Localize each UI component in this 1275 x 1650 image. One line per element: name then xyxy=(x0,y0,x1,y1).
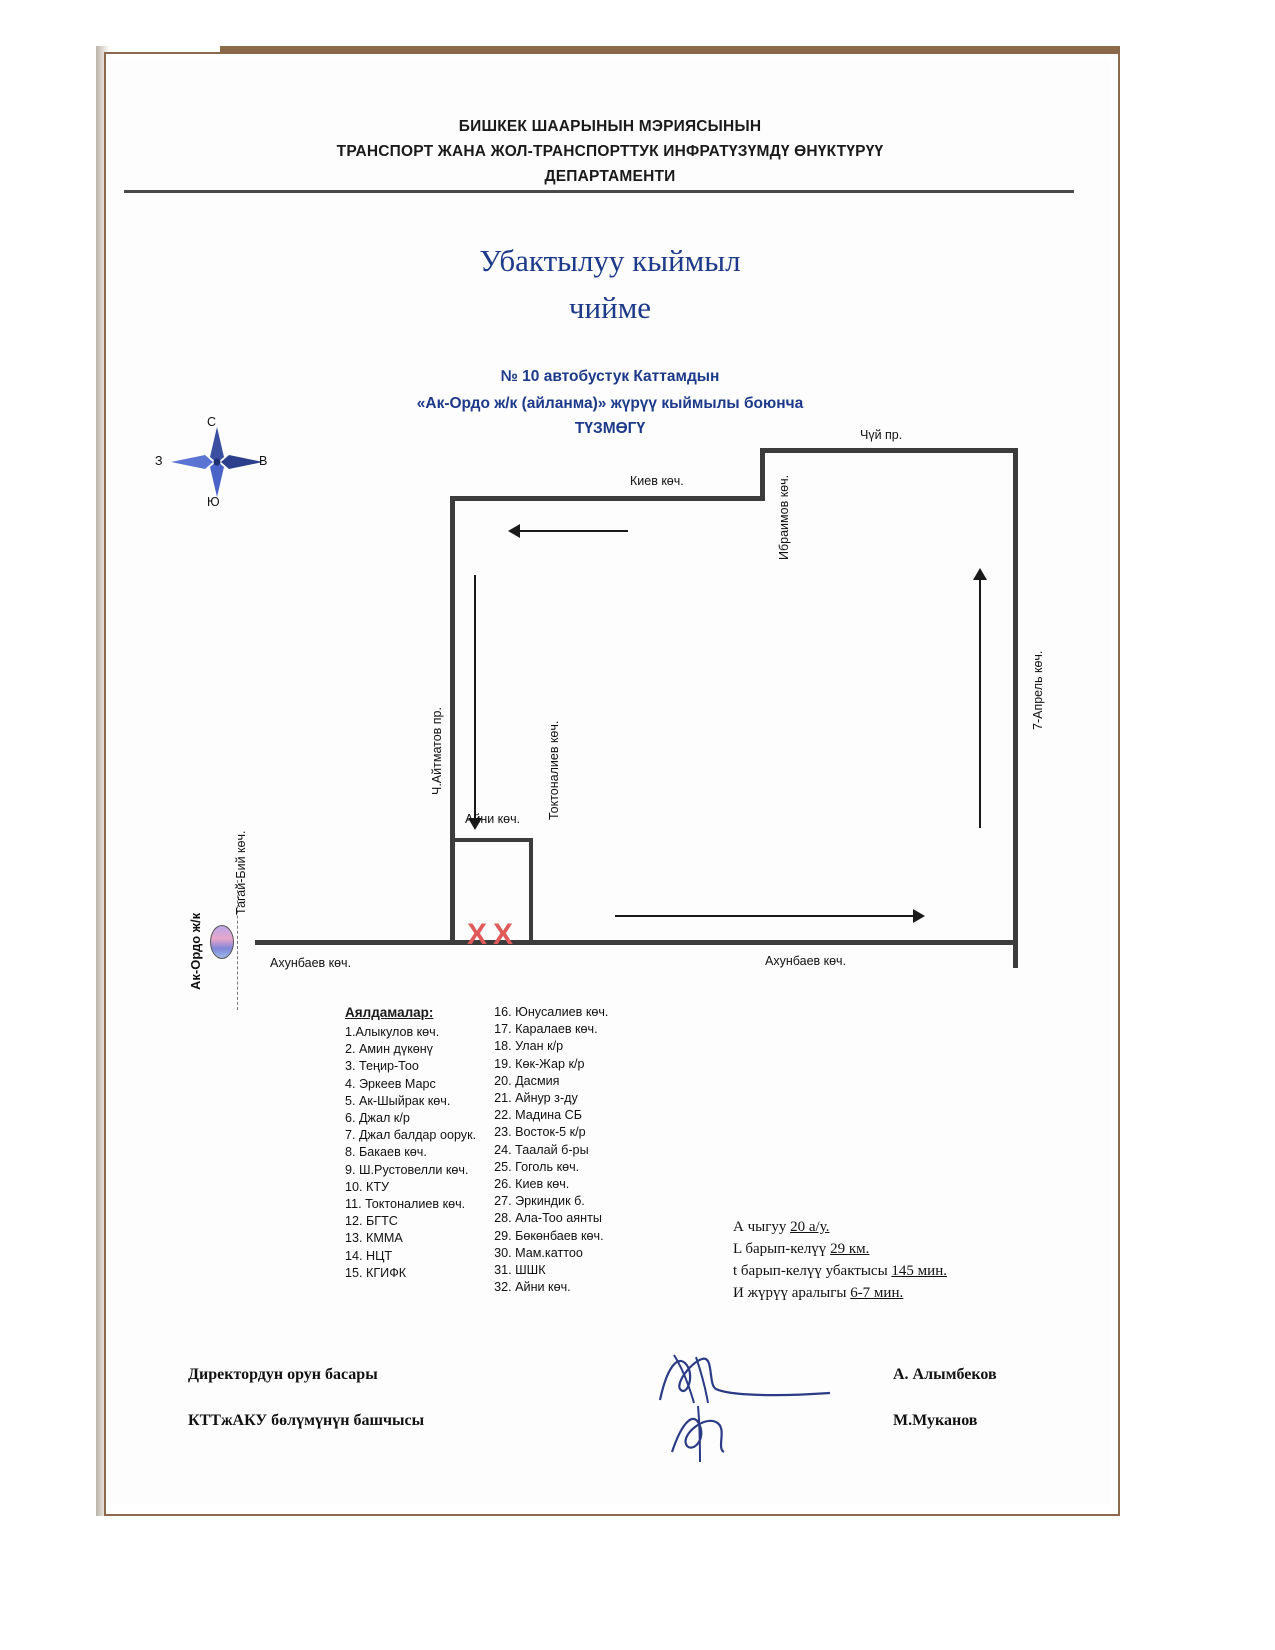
compass-label-west: З xyxy=(155,454,163,468)
list-item: 1.Алыкулов көч. xyxy=(345,1025,440,1039)
list-item: 23. Восток-5 к/р xyxy=(494,1125,586,1140)
road-label-ahunbaev-east: Ахунбаев көч. xyxy=(765,954,847,968)
road-label-7aprel: 7-Апрель көч. xyxy=(1031,650,1045,730)
direction-arrow-ahunbaev-line xyxy=(615,915,915,917)
stops-list-title: Аялдамалар: xyxy=(345,1005,434,1020)
route-segment-ibraimov xyxy=(760,448,765,498)
road-label-chuy: Чүй пр. xyxy=(860,428,903,442)
terminus-label: Ак-Ордо ж/к xyxy=(188,912,203,990)
road-label-aitmatov: Ч.Айтматов пр. xyxy=(430,707,444,795)
list-item: 31. ШШК xyxy=(494,1263,546,1278)
road-label-tagaibiy: Тагай-Бий көч. xyxy=(234,830,248,915)
direction-arrow-kiev-line xyxy=(518,530,628,532)
list-item: 21. Айнур з-ду xyxy=(494,1091,578,1106)
route-segment-chuy xyxy=(760,448,1018,453)
route-segment-kiev xyxy=(450,496,765,501)
compass-label-north: С xyxy=(207,415,217,429)
list-item: 14. НЦТ xyxy=(345,1248,393,1263)
subtitle-line-2: «Ак-Ордо ж/к (айланма)» жүрүү кыймылы боюнча xyxy=(416,395,804,412)
header-divider xyxy=(124,190,1074,193)
subtitle-line-1: № 10 автобустук Каттамдын xyxy=(500,368,720,385)
list-item: 2. Амин дүкөнү xyxy=(345,1042,433,1057)
list-item: 5. Ак-Шыйрак көч. xyxy=(345,1093,451,1108)
road-closure-marker: ХХ xyxy=(467,918,520,951)
route-segment-tagaibiy xyxy=(255,940,259,944)
route-segment-7aprel xyxy=(1013,448,1018,968)
route-segment-toktonaliev xyxy=(529,838,533,944)
list-item: 13. КММА xyxy=(345,1231,403,1246)
list-item: 8. Бакаев көч. xyxy=(345,1145,427,1160)
signature-name-2: М.Муканов xyxy=(893,1412,978,1429)
compass-label-east: В xyxy=(259,454,268,468)
direction-arrow-7aprel-line xyxy=(979,578,981,828)
road-label-ahunbaev-west: Ахунбаев көч. xyxy=(270,956,352,970)
header-line-1: БИШКЕК ШААРЫНЫН МЭРИЯСЫНЫН xyxy=(458,118,762,135)
road-label-kiev: Киев көч. xyxy=(630,474,684,488)
summary-label: L барып-келүү xyxy=(733,1241,827,1257)
list-item: 3. Теңир-Тоо xyxy=(345,1059,419,1074)
list-item: 26. Киев көч. xyxy=(494,1177,570,1192)
summary-value: 29 км. xyxy=(830,1241,870,1257)
route-segment-aini-top xyxy=(450,838,533,842)
list-item: 10. КТУ xyxy=(345,1179,390,1194)
header-line-3: ДЕПАРТАМЕНТИ xyxy=(544,168,676,185)
list-item: 7. Джал балдар оорук. xyxy=(345,1128,477,1143)
signature-name-1: А. Алымбеков xyxy=(893,1366,997,1383)
stops-column-2 xyxy=(494,1004,608,1296)
road-label-ibraimov: Ибраимов көч. xyxy=(777,474,791,560)
summary-value: 6-7 мин. xyxy=(850,1285,904,1301)
list-item: 24. Таалай б-ры xyxy=(494,1142,589,1157)
route-segment-ahunbaev xyxy=(255,940,1018,945)
compass-label-south: Ю xyxy=(207,495,220,509)
summary-label: А чыгуу xyxy=(733,1219,787,1235)
summary-label: И жүрүү аралыгы xyxy=(733,1285,847,1301)
direction-arrow-ahunbaev-head xyxy=(913,909,925,923)
signature-role-1: Директордун орун басары xyxy=(188,1366,378,1383)
subtitle-line-3: ТҮЗМӨГҮ xyxy=(574,420,646,437)
list-item: 19. Көк-Жар к/р xyxy=(494,1056,585,1071)
list-item: 32. Айни көч. xyxy=(494,1280,571,1295)
route-segment-aitmatov xyxy=(450,496,455,943)
summary-row xyxy=(733,1282,947,1304)
summary-row xyxy=(733,1238,947,1260)
list-item: 9. Ш.Рустовелли көч. xyxy=(345,1162,469,1177)
document-title-line-1: Убактылуу кыймыл xyxy=(479,243,741,278)
list-item: 28. Ала-Тоо аянты xyxy=(494,1211,602,1226)
list-item: 25. Гоголь көч. xyxy=(494,1159,580,1174)
summary-value: 145 мин. xyxy=(891,1263,947,1279)
signature-role-2: КТТжАКУ бөлүмүнүн башчысы xyxy=(188,1412,425,1429)
list-item: 27. Эркиндик б. xyxy=(494,1194,585,1209)
direction-arrow-kiev-head xyxy=(508,524,520,538)
document-title-line-2: чийме xyxy=(568,290,652,325)
list-item: 4. Эркеев Марс xyxy=(345,1076,436,1091)
terminus-marker xyxy=(210,925,234,959)
summary-row xyxy=(733,1260,947,1282)
list-item: 30. Мам.каттоо xyxy=(494,1245,583,1260)
list-item: 6. Джал к/р xyxy=(345,1111,410,1126)
list-item: 20. Дасмия xyxy=(494,1073,560,1088)
route-map xyxy=(110,420,1110,1020)
summary-row xyxy=(733,1216,947,1238)
stops-column-1 xyxy=(345,1024,476,1296)
list-item: 11. Токтоналиев көч. xyxy=(345,1197,466,1212)
stops-list xyxy=(345,1005,765,1296)
header-line-2: ТРАНСПОРТ ЖАНА ЖОЛ-ТРАНСПОРТТУК ИНФРАТҮЗҮМДҮ ӨНҮКТҮРҮҮ xyxy=(336,143,884,160)
list-item: 12. БГТС xyxy=(345,1214,398,1229)
signature-mark-2 xyxy=(660,1400,780,1470)
list-item: 22. Мадина СБ xyxy=(494,1108,582,1123)
road-label-aini: Айни көч. xyxy=(465,812,521,826)
direction-arrow-aitmatov-line xyxy=(474,575,476,820)
list-item: 16. Юнусалиев көч. xyxy=(494,1005,609,1019)
road-label-toktonaliev: Токтоналиев көч. xyxy=(547,720,561,820)
summary-label: t барып-келүү убактысы xyxy=(733,1263,888,1279)
summary-value: 20 а/у. xyxy=(790,1219,830,1235)
direction-arrow-7aprel-head xyxy=(973,568,987,580)
list-item: 18. Улан к/р xyxy=(494,1039,564,1054)
list-item: 29. Бөкөнбаев көч. xyxy=(494,1228,604,1243)
list-item: 17. Каралаев көч. xyxy=(494,1022,598,1037)
list-item: 15. КГИФК xyxy=(345,1265,407,1280)
route-summary xyxy=(733,1216,947,1304)
